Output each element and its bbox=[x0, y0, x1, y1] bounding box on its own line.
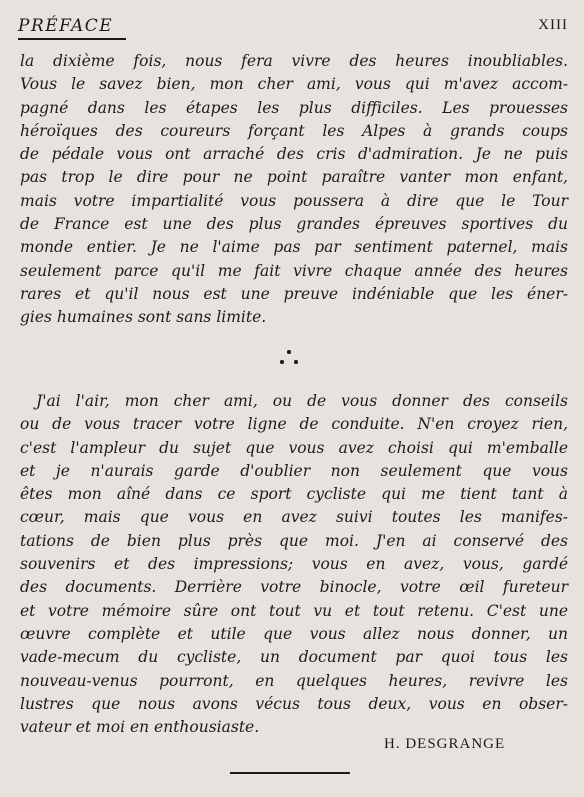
page-number: XIII bbox=[538, 17, 568, 33]
text-line: J'ai l'air, mon cher ami, ou de vous donner des conseils bbox=[36, 392, 568, 410]
author-signature: H. DESGRANGE bbox=[384, 736, 506, 752]
text-line: mais votre impartialité vous poussera à dire que le Tour bbox=[20, 191, 568, 210]
text-line: pagné dans les étapes les plus difficiles. Les prouesses bbox=[20, 98, 568, 117]
text-line: c'est l'ampleur du sujet que vous avez choisi qui m'emballe bbox=[20, 438, 568, 457]
text-line: la dixième fois, nous fera vivre des heures inoubliables. bbox=[20, 52, 568, 70]
section-break-asterism bbox=[278, 349, 300, 367]
text-line: et je n'aurais garde d'oublier non seulement que vous bbox=[20, 461, 568, 480]
paragraph-2 bbox=[20, 390, 568, 739]
text-line: des documents. Derrière votre binocle, votre œil fureteur bbox=[20, 578, 568, 597]
text-line: Vous le savez bien, mon cher ami, vous qui m'avez accom- bbox=[20, 75, 568, 94]
paragraph-1 bbox=[20, 50, 568, 330]
text-line: vade-mecum du cycliste, un document par quoi tous les bbox=[20, 648, 568, 667]
text-line: pas trop le dire pour ne point paraître vanter mon enfant, bbox=[20, 168, 568, 187]
text-line: souvenirs et des impressions; vous en avez, vous, gardé bbox=[20, 555, 568, 574]
text-line: œuvre complète et utile que vous allez nous donner, un bbox=[20, 624, 568, 643]
text-line: nouveau-venus pourront, en quelques heures, revivre les bbox=[20, 671, 568, 690]
text-line: de pédale vous ont arraché des cris d'admiration. Je ne puis bbox=[20, 145, 568, 164]
text-line: héroïques des coureurs forçant les Alpes à grands coups bbox=[20, 121, 568, 140]
text-line: et votre mémoire sûre ont tout vu et tout retenu. C'est une bbox=[20, 601, 568, 620]
text-line: êtes mon aîné dans ce sport cycliste qui me tient tant à bbox=[20, 485, 568, 504]
text-line: ou de vous tracer votre ligne de conduite. N'en croyez rien, bbox=[20, 415, 568, 434]
chapter-title: PRÉFACE bbox=[18, 16, 114, 36]
text-line: lustres que nous avons vécus tous deux, vous en obser- bbox=[20, 694, 568, 713]
text-line: cœur, mais que vous en avez suivi toutes les manifes- bbox=[20, 508, 568, 527]
text-line: vateur et moi en enthousiaste. bbox=[20, 718, 260, 737]
text-line: seulement parce qu'il me fait vivre chaque année des heures bbox=[20, 261, 568, 280]
text-line: tations de bien plus près que moi. J'en ai conservé des bbox=[20, 531, 568, 550]
text-line: rares et qu'il nous est une preuve indéniable que les éner- bbox=[20, 284, 568, 303]
title-underline bbox=[18, 38, 126, 40]
closing-rule bbox=[230, 772, 350, 774]
text-line: de France est une des plus grandes épreuves sportives du bbox=[20, 215, 568, 234]
text-line: gies humaines sont sans limite. bbox=[20, 308, 267, 327]
text-line: monde entier. Je ne l'aime pas par sentiment paternel, mais bbox=[20, 238, 568, 257]
